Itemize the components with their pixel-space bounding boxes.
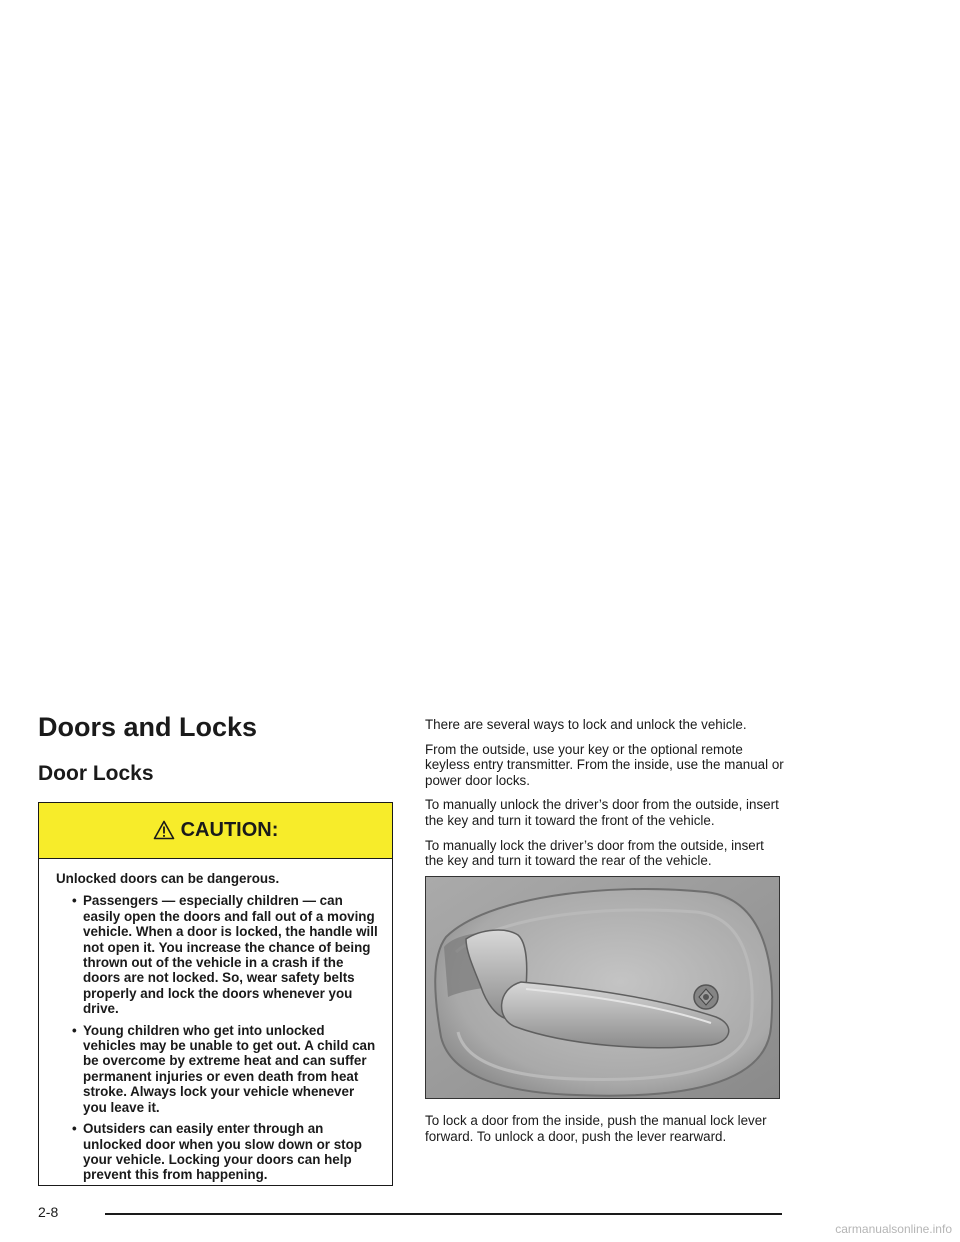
door-handle-illustration bbox=[426, 877, 780, 1099]
footer-rule bbox=[105, 1213, 782, 1215]
warning-triangle-icon bbox=[153, 820, 175, 840]
section-title: Doors and Locks bbox=[38, 712, 258, 742]
bullet-icon: • bbox=[72, 1121, 77, 1137]
paragraph: From the outside, use your key or the optional remote keyless entry transmitter. From the inside, use the manual or power door locks. bbox=[425, 741, 784, 788]
paragraph: There are several ways to lock and unlock the vehicle. bbox=[425, 717, 747, 732]
caution-box bbox=[38, 802, 393, 1186]
caution-list-item: • Passengers — especially children — can easily open the doors and fall out of a moving vehicle. When a door is locked, the handle will not open it. You increase the chance of being thrown out of the vehicle in a crash if the doors are not locked. So, wear safety belts properly and lock the doors whenever you drive. bbox=[72, 893, 378, 1017]
paragraph: To manually unlock the driver’s door from the outside, insert the key and turn it toward the front of the vehicle. bbox=[425, 797, 779, 828]
caution-list bbox=[56, 893, 378, 1182]
door-handle-photo bbox=[425, 876, 780, 1099]
subsection-title: Door Locks bbox=[38, 762, 154, 785]
caution-header bbox=[39, 803, 392, 859]
body-text bbox=[425, 717, 785, 878]
caution-title: CAUTION: bbox=[180, 819, 279, 841]
caution-body bbox=[39, 859, 392, 1183]
caution-list-item: • Outsiders can easily enter through an unlocked door when you slow down or stop your vehicle. Locking your doors can help prevent this from happening. bbox=[72, 1121, 362, 1183]
caution-list-item: • Young children who get into unlocked vehicles may be unable to get out. A child can be overcome by extreme heat and can suffer permanent injuries or even death from heat stroke. Always lock your vehicle whenever you leave it. bbox=[72, 1022, 376, 1115]
page-number: 2-8 bbox=[38, 1204, 59, 1220]
watermark: carmanualsonline.info bbox=[835, 1222, 952, 1236]
figure-caption: To lock a door from the inside, push the manual lock lever forward. To unlock a door, push the lever rearward. bbox=[425, 1113, 767, 1144]
paragraph: To manually lock the driver’s door from the outside, insert the key and turn it toward the rear of the vehicle. bbox=[425, 837, 764, 869]
caution-intro: Unlocked doors can be dangerous. bbox=[56, 871, 280, 886]
bullet-icon: • bbox=[72, 1022, 77, 1038]
bullet-icon: • bbox=[72, 893, 77, 909]
